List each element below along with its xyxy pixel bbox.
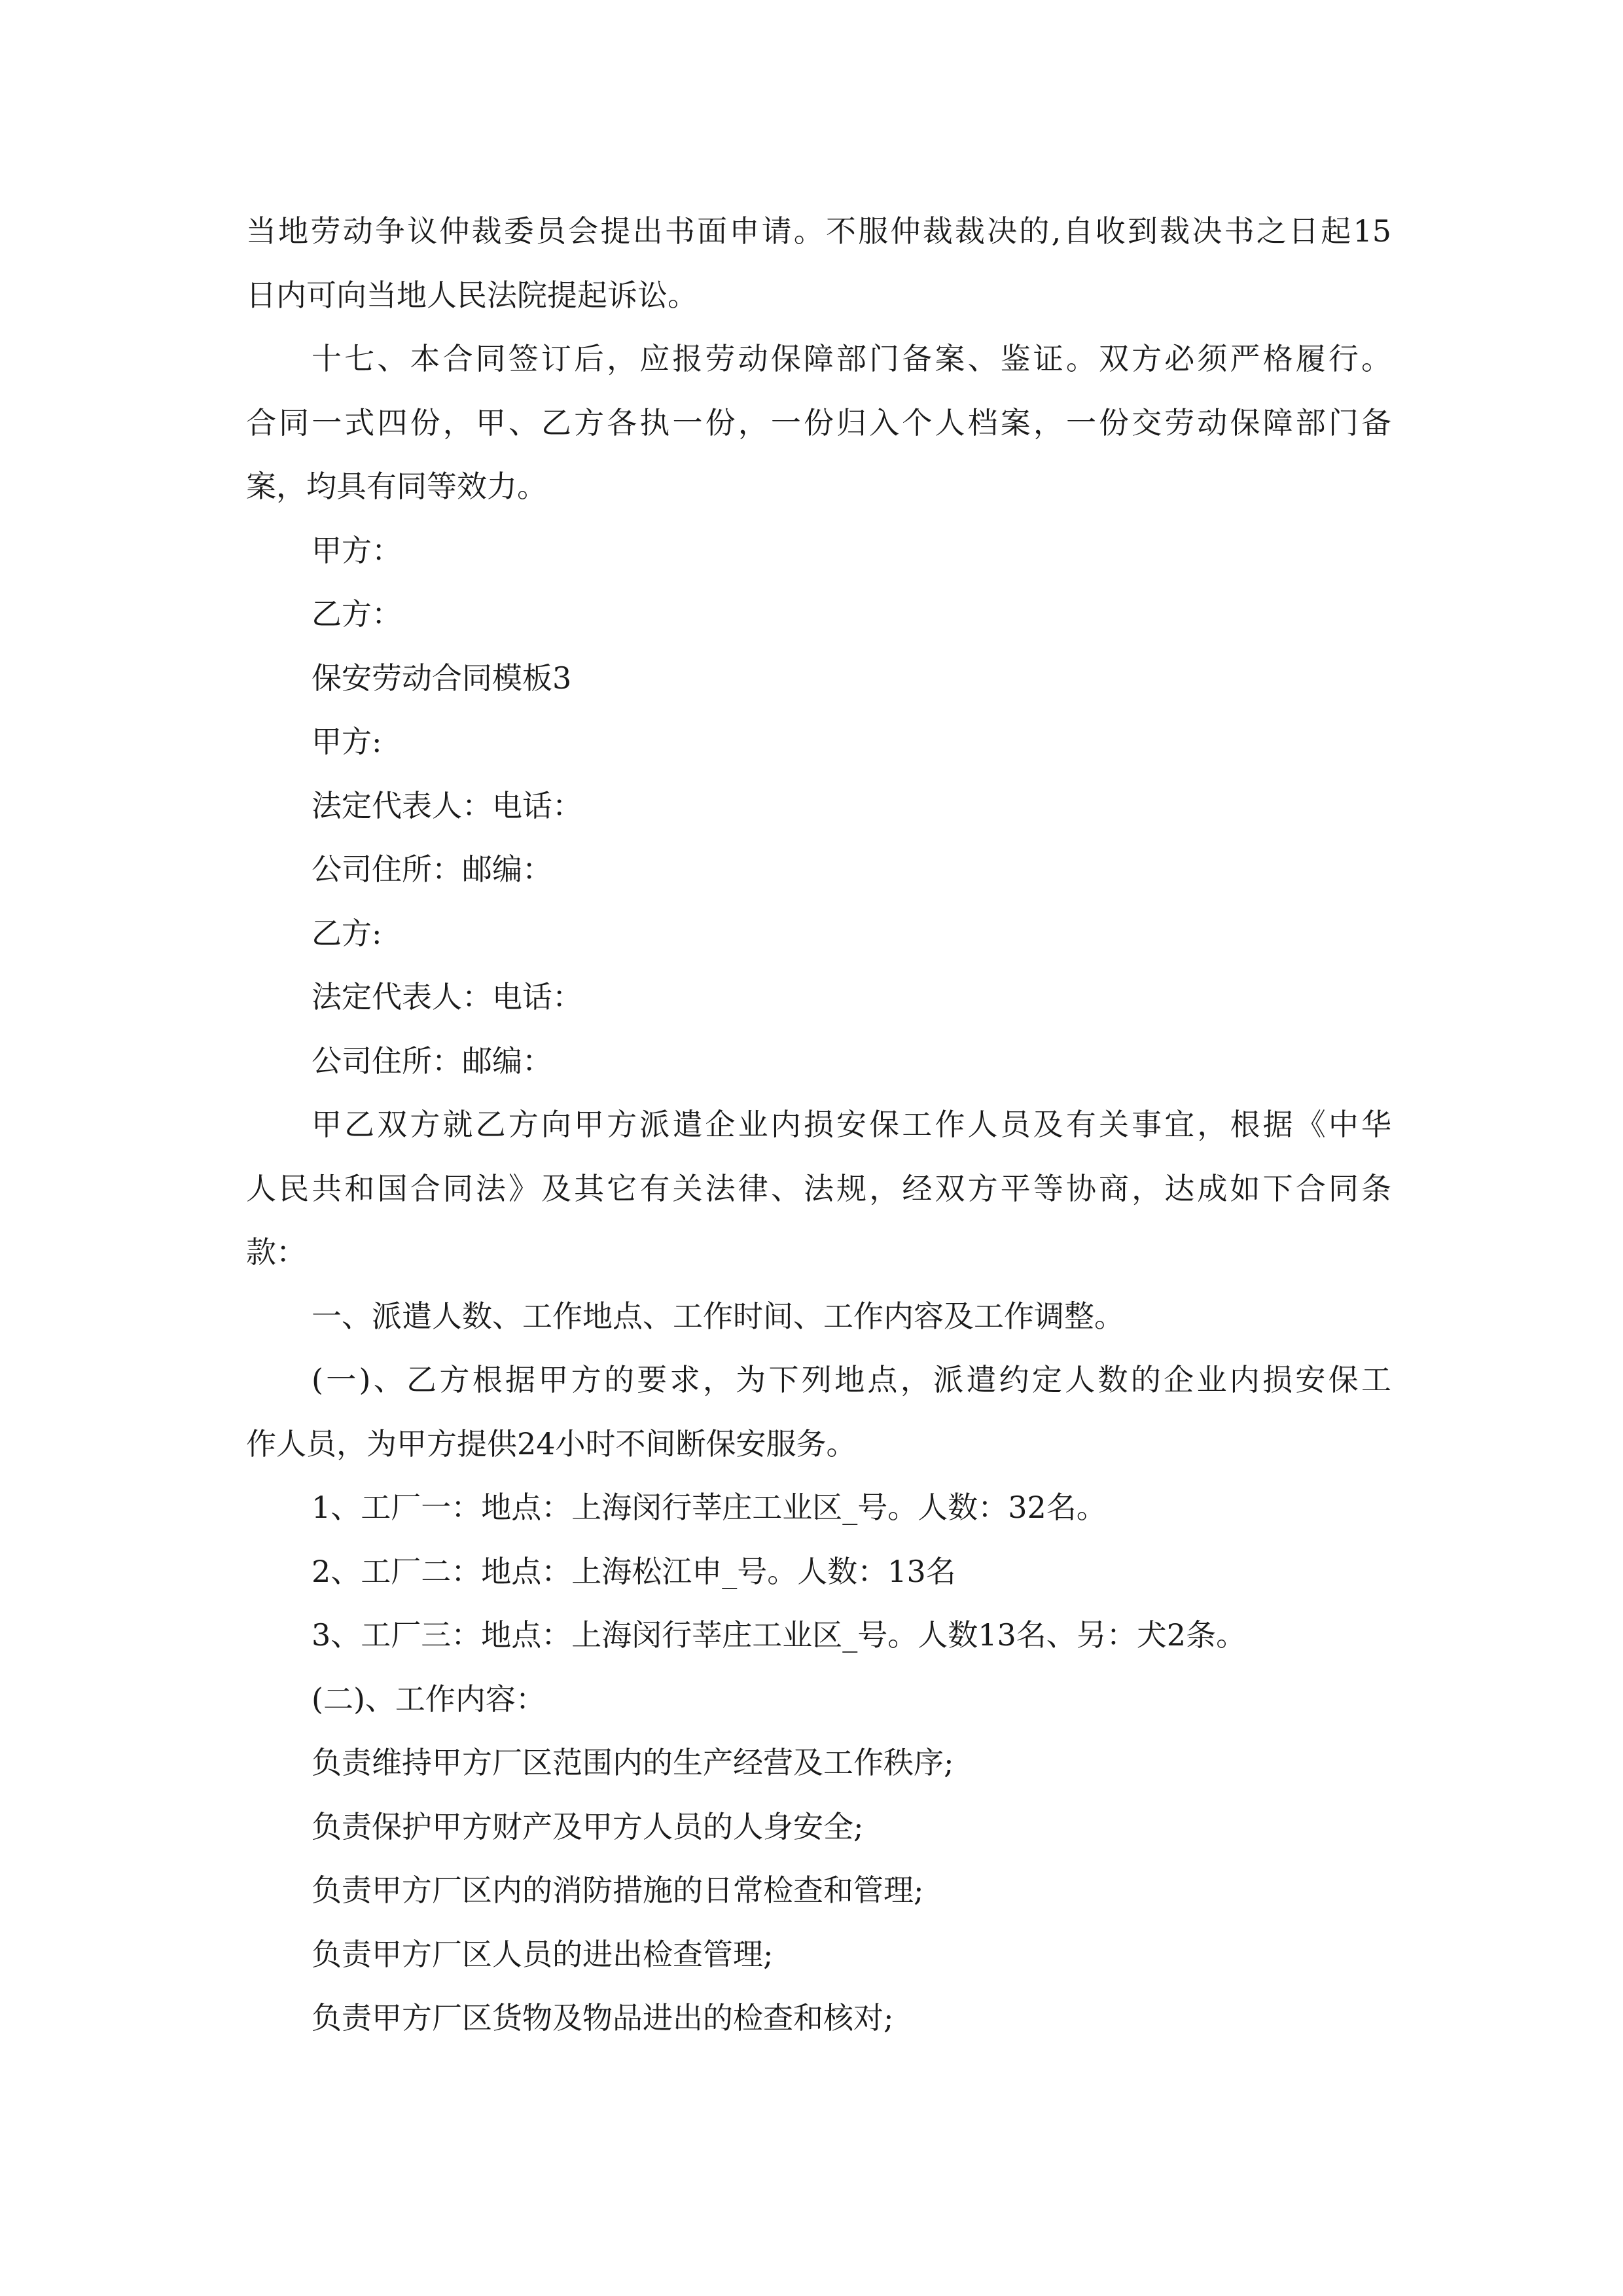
text-line: 款： bbox=[246, 1234, 306, 1270]
text-line: (一)、乙方根据甲方的要求，为下列地点，派遣约定人数的企业内损安保工 bbox=[312, 1362, 1391, 1397]
party-b-representative: 法定代表人：电话： bbox=[312, 979, 582, 1014]
text-line: 作人员，为甲方提供24小时不间断保安服务。 bbox=[246, 1426, 857, 1462]
party-a-label: 甲方: bbox=[312, 724, 382, 759]
text-line: 合同一式四份，甲、乙方各执一份，一份归入个人档案，一份交劳动保障部门备 bbox=[246, 404, 1391, 440]
text-line: 当地劳动争议仲裁委员会提出书面申请。不服仲裁裁决的,自收到裁决书之日起15 bbox=[246, 213, 1391, 249]
list-item: 负责甲方厂区人员的进出检查管理; bbox=[312, 1936, 774, 1972]
text-line: 案，均具有同等效力。 bbox=[246, 469, 547, 504]
text-line: 十七、本合同签订后，应报劳动保障部门备案、鉴证。双方必须严格履行。 bbox=[312, 341, 1391, 376]
party-b-label: 乙方: bbox=[312, 915, 382, 951]
party-a-address: 公司住所：邮编： bbox=[312, 852, 552, 887]
document-body bbox=[246, 200, 1391, 2051]
text-line: 日内可向当地人民法院提起诉讼。 bbox=[246, 277, 698, 313]
list-item: 2、工厂二：地点：上海松江申_号。人数：13名 bbox=[312, 1553, 956, 1589]
list-item: 3、工厂三：地点：上海闵行莘庄工业区_号。人数13名、另：犬2条。 bbox=[312, 1617, 1247, 1653]
signature-party-a-label: 甲方： bbox=[312, 532, 402, 568]
party-b-address: 公司住所：邮编： bbox=[312, 1043, 552, 1079]
list-item: 负责甲方厂区内的消防措施的日常检查和管理; bbox=[312, 1873, 924, 1908]
text-line: 甲乙双方就乙方向甲方派遣企业内损安保工作人员及有关事宜，根据《中华 bbox=[312, 1107, 1391, 1142]
section-title: 保安劳动合同模板3 bbox=[312, 660, 572, 696]
sub-heading: (二)、工作内容： bbox=[312, 1681, 546, 1717]
signature-party-b-label: 乙方： bbox=[312, 596, 402, 632]
list-item: 负责维持甲方厂区范围内的生产经营及工作秩序; bbox=[312, 1745, 954, 1780]
clause-heading: 一、派遣人数、工作地点、工作时间、工作内容及工作调整。 bbox=[312, 1298, 1124, 1334]
list-item: 负责甲方厂区货物及物品进出的检查和核对; bbox=[312, 2000, 894, 2036]
party-a-representative: 法定代表人：电话： bbox=[312, 787, 582, 823]
list-item: 负责保护甲方财产及甲方人员的人身安全; bbox=[312, 1808, 864, 1844]
text-line: 人民共和国合同法》及其它有关法律、法规，经双方平等协商，达成如下合同条 bbox=[246, 1170, 1391, 1206]
list-item: 1、工厂一：地点：上海闵行莘庄工业区_号。人数：32名。 bbox=[312, 1490, 1107, 1525]
